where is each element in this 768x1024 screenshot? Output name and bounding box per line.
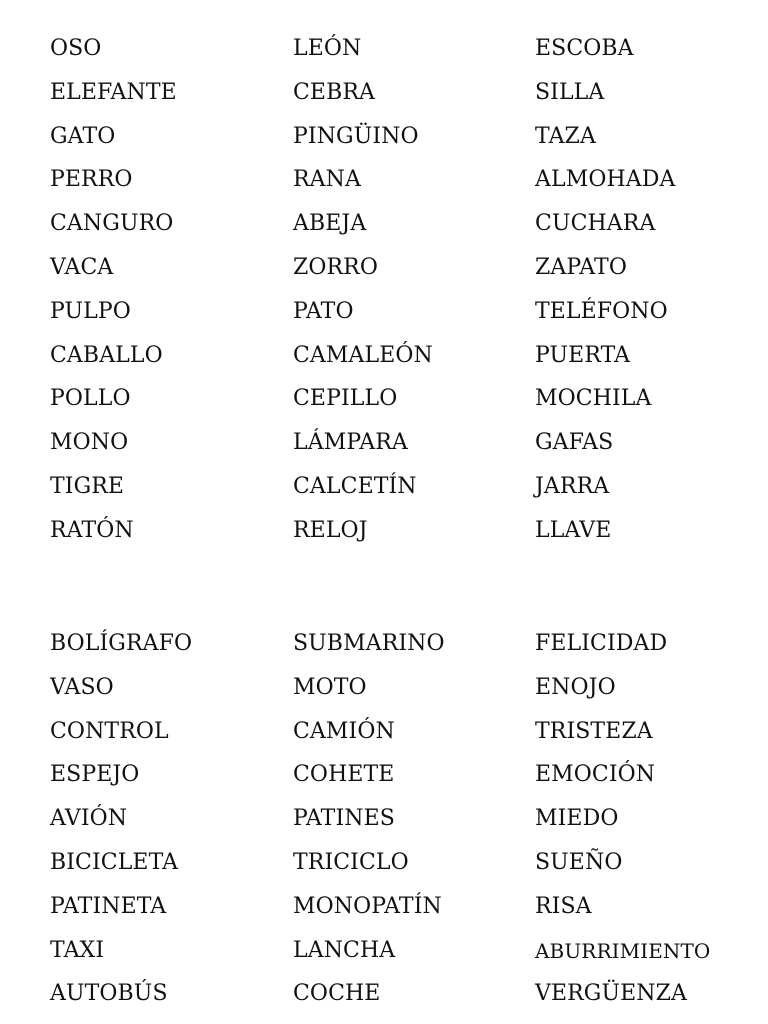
word-item: LEÓN (293, 36, 362, 61)
word-item: CABALLO (50, 342, 163, 368)
word-item: SUEÑO (535, 849, 623, 875)
word-item: BICICLETA (50, 849, 179, 875)
word-item: BOLÍGRAFO (50, 631, 193, 656)
word-item: CANGURO (50, 211, 174, 237)
word-item: TIGRE (50, 473, 125, 499)
word-list-section-1 (50, 31, 750, 557)
word-item: PATO (293, 298, 354, 324)
word-item: COCHE (293, 981, 381, 1007)
word-item: AVIÓN (50, 806, 128, 832)
word-item: RISA (535, 893, 592, 919)
word-item: ESPEJO (50, 762, 140, 788)
word-column-2 (293, 626, 535, 1020)
word-item: VERGÜENZA (535, 981, 688, 1007)
word-item: ENOJO (535, 674, 616, 700)
word-item: PATINES (293, 806, 395, 832)
word-column-3 (535, 31, 750, 557)
word-item: MOTO (293, 674, 367, 700)
word-item: TRICICLO (293, 849, 409, 875)
word-item: PUERTA (535, 342, 631, 368)
word-item: AUTOBÚS (50, 981, 168, 1007)
word-item: MONOPATÍN (293, 893, 442, 919)
word-item: TAZA (535, 123, 596, 149)
word-column-3 (535, 626, 750, 1020)
word-item: SUBMARINO (293, 631, 445, 656)
word-item: EMOCIÓN (535, 762, 656, 788)
word-item: ESCOBA (535, 36, 634, 61)
word-item: VACA (50, 254, 114, 280)
word-item: CUCHARA (535, 211, 656, 237)
word-item: CONTROL (50, 718, 169, 744)
word-item: COHETE (293, 762, 395, 788)
word-item: ZORRO (293, 254, 378, 280)
word-item: MOCHILA (535, 386, 652, 412)
word-item: GATO (50, 123, 116, 149)
word-item: TRISTEZA (535, 718, 653, 744)
word-item: JARRA (535, 473, 610, 499)
word-item: GAFAS (535, 430, 614, 456)
word-column-1 (50, 31, 293, 557)
word-item: TELÉFONO (535, 298, 668, 324)
word-item: LANCHA (293, 937, 396, 963)
word-item: SILLA (535, 79, 605, 105)
word-item: POLLO (50, 386, 131, 412)
word-list-section-2 (50, 626, 750, 1020)
word-item: ELEFANTE (50, 79, 177, 105)
word-item: RANA (293, 167, 361, 193)
word-item: ZAPATO (535, 254, 627, 280)
word-item: ALMOHADA (535, 167, 676, 193)
word-item: LLAVE (535, 517, 612, 543)
word-item: ABURRIMIENTO (535, 938, 711, 963)
word-item: CEBRA (293, 79, 376, 105)
word-item: RATÓN (50, 517, 134, 543)
word-item: TAXI (50, 937, 105, 963)
word-item: ABEJA (293, 211, 367, 237)
word-item: CALCETÍN (293, 473, 417, 499)
word-column-1 (50, 626, 293, 1020)
word-item: MONO (50, 430, 129, 456)
word-item: PINGÜINO (293, 123, 419, 149)
word-item: VASO (50, 674, 114, 700)
word-column-2 (293, 31, 535, 557)
word-item: FELICIDAD (535, 631, 668, 656)
word-item: RELOJ (293, 517, 368, 543)
word-item: PULPO (50, 298, 131, 324)
word-item: CEPILLO (293, 386, 398, 412)
word-item: PERRO (50, 167, 133, 193)
word-item: MIEDO (535, 806, 619, 832)
word-item: CAMALEÓN (293, 342, 433, 368)
word-item: OSO (50, 36, 102, 61)
word-item: PATINETA (50, 893, 167, 919)
word-item: LÁMPARA (293, 430, 408, 456)
word-item: CAMIÓN (293, 718, 395, 744)
